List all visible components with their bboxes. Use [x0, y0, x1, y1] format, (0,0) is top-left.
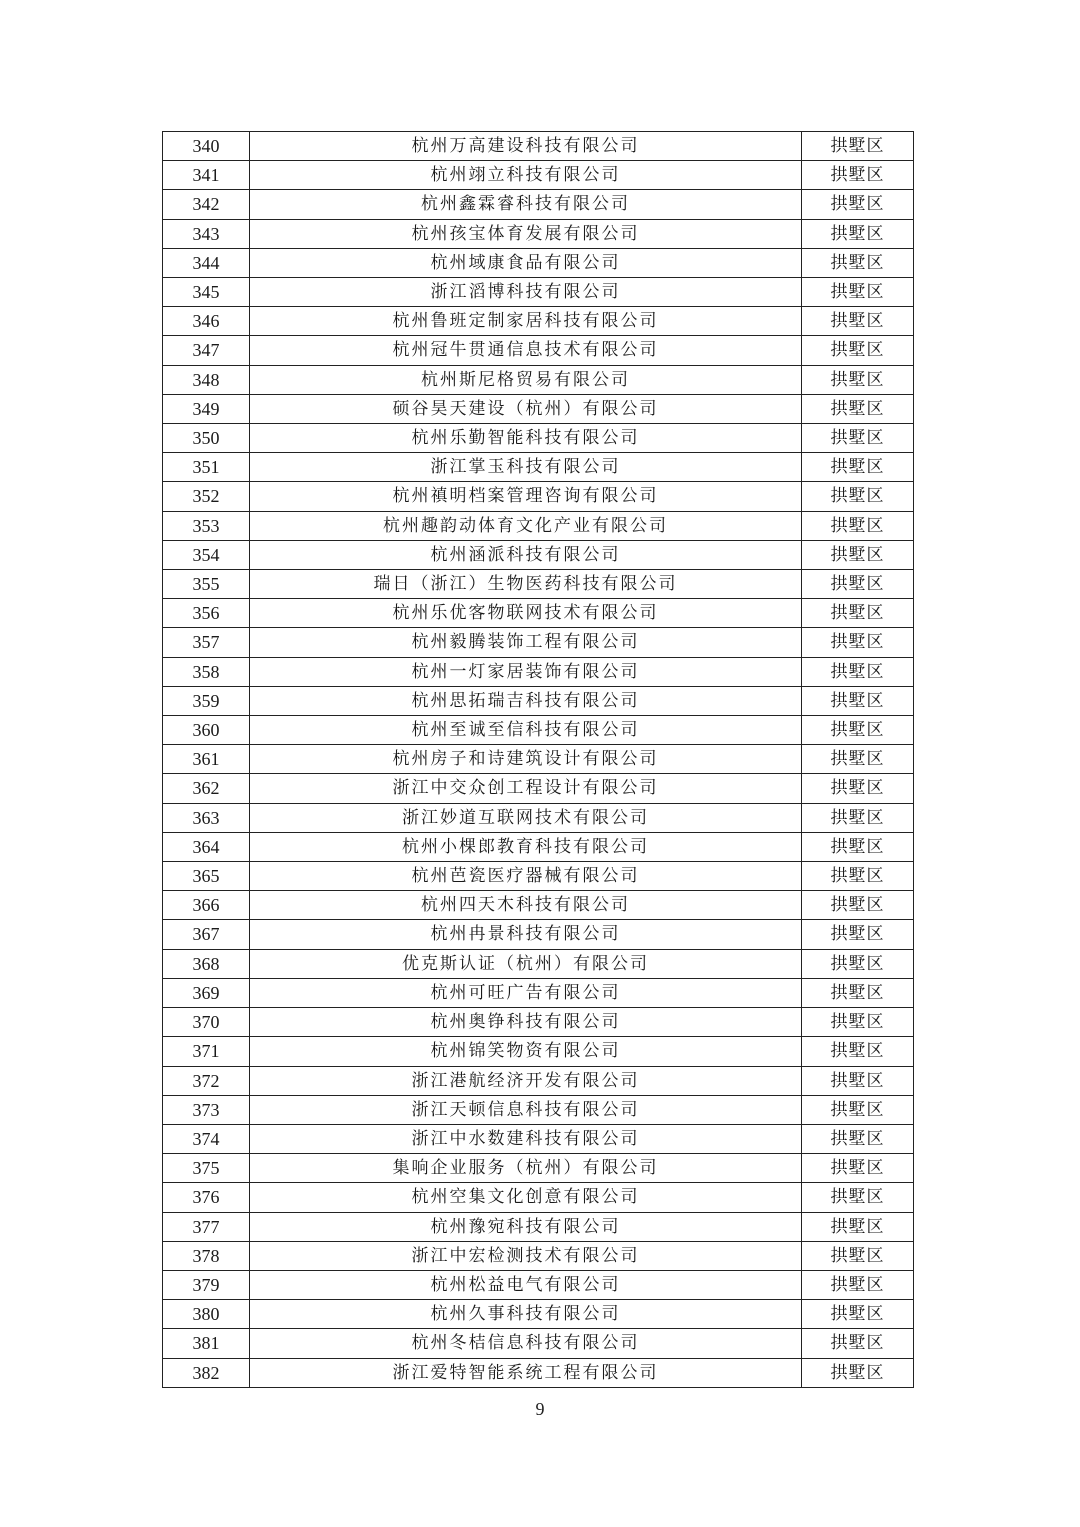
- company-name-cell: 杭州万高建设科技有限公司: [250, 132, 802, 161]
- row-number-cell: 346: [163, 307, 250, 336]
- table-body: [163, 132, 914, 1388]
- company-name-cell: 杭州奥铮科技有限公司: [250, 1008, 802, 1037]
- row-number-cell: 345: [163, 278, 250, 307]
- company-name-cell: 优克斯认证（杭州）有限公司: [250, 949, 802, 978]
- table-row: [163, 745, 914, 774]
- table-row: [163, 803, 914, 832]
- table-row: [163, 978, 914, 1007]
- table-row: [163, 1300, 914, 1329]
- row-number-cell: 364: [163, 832, 250, 861]
- company-name-cell: 杭州涵派科技有限公司: [250, 540, 802, 569]
- company-name-cell: 浙江滔博科技有限公司: [250, 278, 802, 307]
- table-row: [163, 1066, 914, 1095]
- company-name-cell: 瑞日（浙江）生物医药科技有限公司: [250, 570, 802, 599]
- company-name-cell: 杭州冬桔信息科技有限公司: [250, 1329, 802, 1358]
- company-name-cell: 杭州思拓瑞吉科技有限公司: [250, 686, 802, 715]
- district-cell: 拱墅区: [802, 949, 914, 978]
- row-number-cell: 376: [163, 1183, 250, 1212]
- table-row: [163, 1124, 914, 1153]
- row-number-cell: 351: [163, 453, 250, 482]
- row-number-cell: 349: [163, 394, 250, 423]
- row-number-cell: 354: [163, 540, 250, 569]
- company-name-cell: 杭州锦笑物资有限公司: [250, 1037, 802, 1066]
- table-row: [163, 540, 914, 569]
- district-cell: 拱墅区: [802, 1066, 914, 1095]
- district-cell: 拱墅区: [802, 161, 914, 190]
- company-name-cell: 杭州冉景科技有限公司: [250, 920, 802, 949]
- row-number-cell: 370: [163, 1008, 250, 1037]
- row-number-cell: 350: [163, 424, 250, 453]
- district-cell: 拱墅区: [802, 686, 914, 715]
- row-number-cell: 356: [163, 599, 250, 628]
- row-number-cell: 359: [163, 686, 250, 715]
- table-row: [163, 482, 914, 511]
- company-name-cell: 浙江中交众创工程设计有限公司: [250, 774, 802, 803]
- row-number-cell: 374: [163, 1124, 250, 1153]
- district-cell: 拱墅区: [802, 920, 914, 949]
- district-cell: 拱墅区: [802, 657, 914, 686]
- district-cell: 拱墅区: [802, 540, 914, 569]
- row-number-cell: 343: [163, 219, 250, 248]
- table-row: [163, 1154, 914, 1183]
- table-row: [163, 1212, 914, 1241]
- row-number-cell: 344: [163, 248, 250, 277]
- district-cell: 拱墅区: [802, 219, 914, 248]
- company-name-cell: 杭州鲁班定制家居科技有限公司: [250, 307, 802, 336]
- company-name-cell: 浙江天顿信息科技有限公司: [250, 1095, 802, 1124]
- table-row: [163, 307, 914, 336]
- table-row: [163, 1329, 914, 1358]
- company-name-cell: 杭州芭瓷医疗器械有限公司: [250, 862, 802, 891]
- row-number-cell: 365: [163, 862, 250, 891]
- company-name-cell: 浙江掌玉科技有限公司: [250, 453, 802, 482]
- district-cell: 拱墅区: [802, 248, 914, 277]
- table-row: [163, 1358, 914, 1387]
- district-cell: 拱墅区: [802, 832, 914, 861]
- company-name-cell: 杭州毅腾装饰工程有限公司: [250, 628, 802, 657]
- district-cell: 拱墅区: [802, 599, 914, 628]
- row-number-cell: 355: [163, 570, 250, 599]
- district-cell: 拱墅区: [802, 716, 914, 745]
- company-name-cell: 浙江爱特智能系统工程有限公司: [250, 1358, 802, 1387]
- district-cell: 拱墅区: [802, 628, 914, 657]
- table-row: [163, 336, 914, 365]
- company-name-cell: 杭州可旺广告有限公司: [250, 978, 802, 1007]
- table-row: [163, 774, 914, 803]
- company-name-cell: 杭州冠牛贯通信息技术有限公司: [250, 336, 802, 365]
- row-number-cell: 342: [163, 190, 250, 219]
- table-row: [163, 1183, 914, 1212]
- row-number-cell: 379: [163, 1270, 250, 1299]
- row-number-cell: 371: [163, 1037, 250, 1066]
- row-number-cell: 378: [163, 1241, 250, 1270]
- row-number-cell: 380: [163, 1300, 250, 1329]
- row-number-cell: 353: [163, 511, 250, 540]
- company-name-cell: 集响企业服务（杭州）有限公司: [250, 1154, 802, 1183]
- table-row: [163, 190, 914, 219]
- table-row: [163, 716, 914, 745]
- table-row: [163, 1037, 914, 1066]
- table-row: [163, 394, 914, 423]
- district-cell: 拱墅区: [802, 774, 914, 803]
- district-cell: 拱墅区: [802, 336, 914, 365]
- table-row: [163, 278, 914, 307]
- company-name-cell: 浙江中水数建科技有限公司: [250, 1124, 802, 1153]
- district-cell: 拱墅区: [802, 1270, 914, 1299]
- company-name-cell: 杭州至诚至信科技有限公司: [250, 716, 802, 745]
- company-list-table: [162, 131, 914, 1388]
- row-number-cell: 366: [163, 891, 250, 920]
- company-name-cell: 杭州一灯家居装饰有限公司: [250, 657, 802, 686]
- district-cell: 拱墅区: [802, 365, 914, 394]
- company-name-cell: 杭州孩宝体育发展有限公司: [250, 219, 802, 248]
- table-row: [163, 832, 914, 861]
- table-row: [163, 862, 914, 891]
- company-name-cell: 杭州趣韵动体育文化产业有限公司: [250, 511, 802, 540]
- company-name-cell: 浙江港航经济开发有限公司: [250, 1066, 802, 1095]
- district-cell: 拱墅区: [802, 570, 914, 599]
- page-number: 9: [535, 1399, 545, 1419]
- district-cell: 拱墅区: [802, 803, 914, 832]
- district-cell: 拱墅区: [802, 424, 914, 453]
- table-row: [163, 248, 914, 277]
- company-name-cell: 杭州翊立科技有限公司: [250, 161, 802, 190]
- company-name-cell: 浙江妙道互联网技术有限公司: [250, 803, 802, 832]
- row-number-cell: 341: [163, 161, 250, 190]
- table-row: [163, 570, 914, 599]
- table-row: [163, 599, 914, 628]
- district-cell: 拱墅区: [802, 862, 914, 891]
- table-row: [163, 1095, 914, 1124]
- company-name-cell: 杭州禛明档案管理咨询有限公司: [250, 482, 802, 511]
- company-name-cell: 杭州域康食品有限公司: [250, 248, 802, 277]
- row-number-cell: 373: [163, 1095, 250, 1124]
- table-row: [163, 628, 914, 657]
- company-name-cell: 杭州鑫霖睿科技有限公司: [250, 190, 802, 219]
- district-cell: 拱墅区: [802, 1008, 914, 1037]
- row-number-cell: 377: [163, 1212, 250, 1241]
- row-number-cell: 363: [163, 803, 250, 832]
- row-number-cell: 340: [163, 132, 250, 161]
- table-row: [163, 219, 914, 248]
- table-row: [163, 686, 914, 715]
- district-cell: 拱墅区: [802, 278, 914, 307]
- district-cell: 拱墅区: [802, 745, 914, 774]
- district-cell: 拱墅区: [802, 1124, 914, 1153]
- company-name-cell: 硕谷昊天建设（杭州）有限公司: [250, 394, 802, 423]
- table-row: [163, 891, 914, 920]
- row-number-cell: 358: [163, 657, 250, 686]
- district-cell: 拱墅区: [802, 307, 914, 336]
- row-number-cell: 360: [163, 716, 250, 745]
- table-row: [163, 132, 914, 161]
- company-name-cell: 杭州乐优客物联网技术有限公司: [250, 599, 802, 628]
- company-name-cell: 杭州乐勤智能科技有限公司: [250, 424, 802, 453]
- table-row: [163, 453, 914, 482]
- district-cell: 拱墅区: [802, 1358, 914, 1387]
- table-row: [163, 511, 914, 540]
- company-name-cell: 杭州小棵郎教育科技有限公司: [250, 832, 802, 861]
- district-cell: 拱墅区: [802, 1154, 914, 1183]
- district-cell: 拱墅区: [802, 1212, 914, 1241]
- district-cell: 拱墅区: [802, 511, 914, 540]
- table-row: [163, 161, 914, 190]
- row-number-cell: 357: [163, 628, 250, 657]
- table-row: [163, 1270, 914, 1299]
- district-cell: 拱墅区: [802, 482, 914, 511]
- company-name-cell: 杭州空集文化创意有限公司: [250, 1183, 802, 1212]
- table-row: [163, 949, 914, 978]
- row-number-cell: 347: [163, 336, 250, 365]
- row-number-cell: 382: [163, 1358, 250, 1387]
- district-cell: 拱墅区: [802, 1329, 914, 1358]
- row-number-cell: 381: [163, 1329, 250, 1358]
- company-name-cell: 浙江中宏检测技术有限公司: [250, 1241, 802, 1270]
- row-number-cell: 367: [163, 920, 250, 949]
- table-row: [163, 1241, 914, 1270]
- company-name-cell: 杭州房子和诗建筑设计有限公司: [250, 745, 802, 774]
- company-name-cell: 杭州久事科技有限公司: [250, 1300, 802, 1329]
- district-cell: 拱墅区: [802, 132, 914, 161]
- row-number-cell: 372: [163, 1066, 250, 1095]
- row-number-cell: 375: [163, 1154, 250, 1183]
- table-row: [163, 424, 914, 453]
- row-number-cell: 352: [163, 482, 250, 511]
- district-cell: 拱墅区: [802, 891, 914, 920]
- row-number-cell: 361: [163, 745, 250, 774]
- district-cell: 拱墅区: [802, 1183, 914, 1212]
- district-cell: 拱墅区: [802, 394, 914, 423]
- district-cell: 拱墅区: [802, 1095, 914, 1124]
- row-number-cell: 362: [163, 774, 250, 803]
- company-name-cell: 杭州豫宛科技有限公司: [250, 1212, 802, 1241]
- row-number-cell: 368: [163, 949, 250, 978]
- district-cell: 拱墅区: [802, 190, 914, 219]
- company-name-cell: 杭州四天木科技有限公司: [250, 891, 802, 920]
- district-cell: 拱墅区: [802, 1037, 914, 1066]
- company-name-cell: 杭州斯尼格贸易有限公司: [250, 365, 802, 394]
- company-name-cell: 杭州松益电气有限公司: [250, 1270, 802, 1299]
- district-cell: 拱墅区: [802, 453, 914, 482]
- table-row: [163, 920, 914, 949]
- district-cell: 拱墅区: [802, 978, 914, 1007]
- district-cell: 拱墅区: [802, 1300, 914, 1329]
- table-row: [163, 1008, 914, 1037]
- table-row: [163, 657, 914, 686]
- row-number-cell: 369: [163, 978, 250, 1007]
- table-row: [163, 365, 914, 394]
- row-number-cell: 348: [163, 365, 250, 394]
- district-cell: 拱墅区: [802, 1241, 914, 1270]
